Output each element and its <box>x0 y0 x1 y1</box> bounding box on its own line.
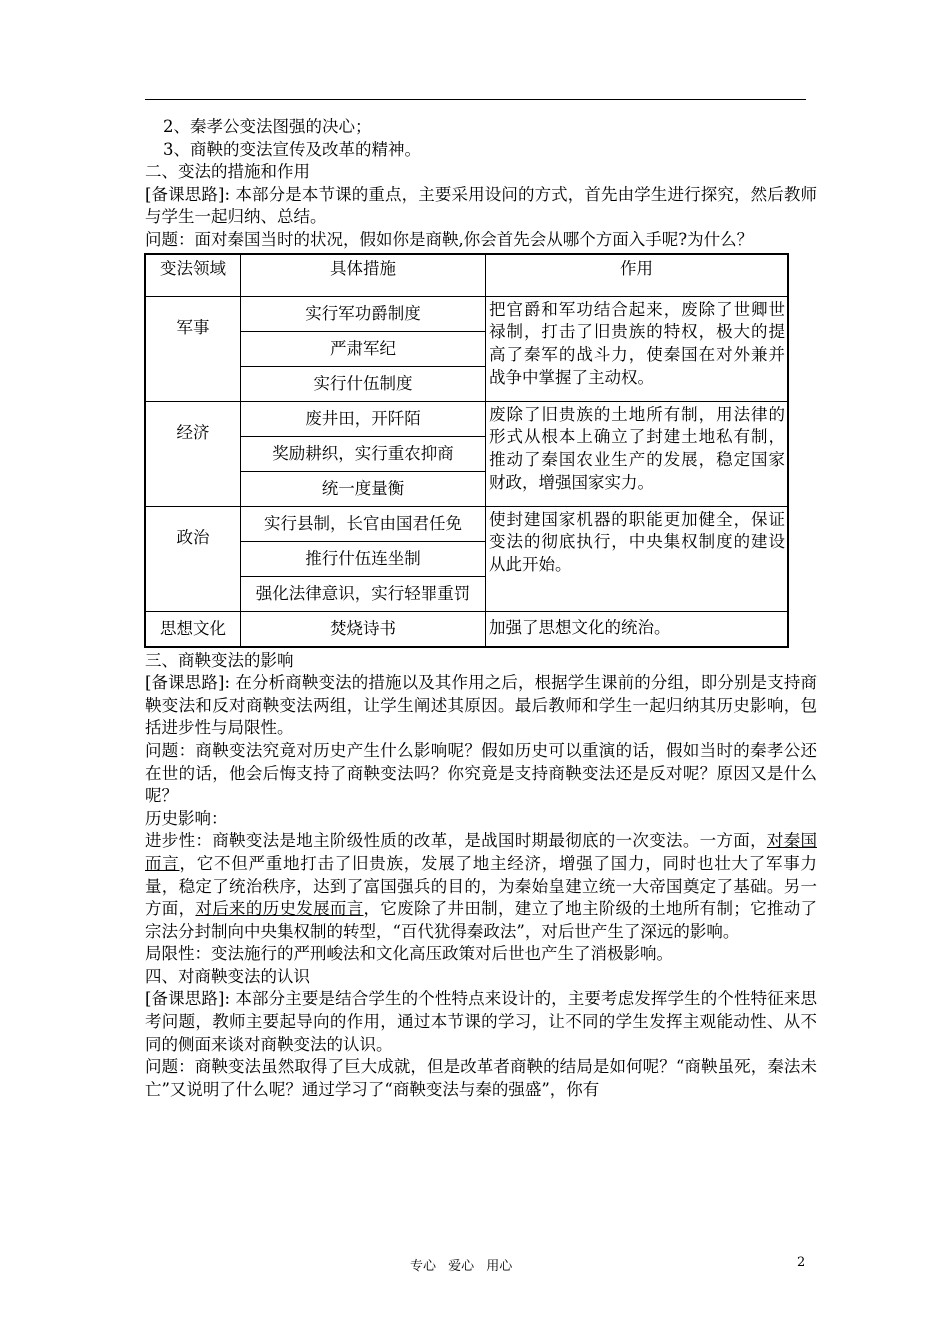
header-measure: 具体措施 <box>241 254 486 297</box>
measure-cell: 统一度量衡 <box>241 471 486 506</box>
measure-cell: 强化法律意识，实行轻罪重罚 <box>241 576 486 611</box>
progress-text: ，它不但严重地打击了旧贵族，发展了地主经济，增强了国力，同时也壮大了军事力量，稳定了统治秩序，达到了富国强兵的目的，为秦始皇建立统一大帝国奠定了基础。另一方面， <box>145 853 817 919</box>
effect-politics: 使封建国家机器的职能更加健全，保证变法的彻底执行，中央集权制度的建设从此开始。 <box>486 506 789 611</box>
header-field: 变法领域 <box>145 254 241 297</box>
table-row <box>145 506 788 541</box>
question-2: 问题：面对秦国当时的状况，假如你是商鞅,你会首先会从哪个方面入手呢?为什么？ <box>145 229 754 249</box>
table-header-row <box>145 254 788 297</box>
prep-idea-2: [备课思路]: 本部分是本节课的重点，主要采用设问的方式，首先由学生进行探究，然后教师与学生一起归纳、总结。 <box>145 184 817 227</box>
effect-military: 把官爵和军功结合起来，废除了世卿世禄制，打击了旧贵族的特权，极大的提高了秦军的战斗力，使秦国在对外兼并战争中掌握了主动权。 <box>486 296 789 401</box>
section-heading-2: 二、变法的措施和作用 <box>145 162 310 182</box>
question-3: 问题：商鞅变法究竟对历史产生什么影响呢？假如历史可以重演的话，假如当时的秦孝公还在世的话，他会后悔支持了商鞅变法吗？你究竟是支持商鞅变法还是反对呢？原因又是什么呢？ <box>145 740 817 806</box>
measure-cell: 实行什伍制度 <box>241 366 486 401</box>
table-row <box>145 401 788 436</box>
measure-cell: 实行县制，长官由国君任免 <box>241 506 486 541</box>
progress-paragraph <box>145 830 817 943</box>
header-rule <box>145 99 806 100</box>
effect-economy: 废除了旧贵族的土地所有制，用法律的形式从根本上确立了封建土地私有制，推动了秦国农业生产的发展，稳定国家财政，增强国家实力。 <box>486 401 789 506</box>
measure-cell: 严肃军纪 <box>241 331 486 366</box>
prep-idea-3: [备课思路]: 在分析商鞅变法的措施以及其作用之后，根据学生课前的分组，即分别是支持商鞅变法和反对商鞅变法两组，让学生阐述其原因。最后教师和学生一起归纳其历史影响，包括进步性与局限性。 <box>145 673 817 738</box>
underlined-phrase: 对后来的历史发展而言 <box>195 899 364 919</box>
table-row <box>145 296 788 331</box>
page-number: 2 <box>797 1255 806 1270</box>
impact-label: 历史影响： <box>145 808 228 828</box>
underlined-phrase: 对秦国而言 <box>145 831 818 873</box>
effect-culture: 加强了思想文化的统治。 <box>486 611 789 647</box>
limitation-paragraph: 局限性：变法施行的严刑峻法和文化高压政策对后世也产生了消极影响。 <box>145 944 673 964</box>
footer-motto: 专心 爱心 用心 <box>410 1259 513 1274</box>
list-item-3: 3、商鞅的变法宣传及改革的精神。 <box>163 139 421 159</box>
question-4: 问题：商鞅变法虽然取得了巨大成就，但是改革者商鞅的结局是如何呢？“商鞅虽死，秦法未亡”又说明了什么呢？通过学习了“商鞅变法与秦的强盛”，你有 <box>145 1057 817 1099</box>
field-culture: 思想文化 <box>145 611 241 647</box>
progress-text: 进步性：商鞅变法是地主阶级性质的改革，是战国时期最彻底的一次变法。一方面， <box>145 831 767 851</box>
field-economy: 经济 <box>145 401 241 506</box>
field-military: 军事 <box>145 296 241 401</box>
section-heading-4: 四、对商鞅变法的认识 <box>145 966 310 986</box>
measure-cell: 废井田，开阡陌 <box>241 401 486 436</box>
list-item-2: 2、秦孝公变法图强的决心； <box>163 117 372 136</box>
progress-text: ，它废除了井田制，建立了地主阶级的土地所有制；它推动了宗法分封制向中央集权制的转型，“百代犹得秦政法”，对后世产生了深远的影响。 <box>145 899 818 941</box>
header-effect: 作用 <box>486 254 789 297</box>
section-heading-3: 三、商鞅变法的影响 <box>145 650 294 670</box>
page-body <box>145 116 817 1101</box>
measure-cell: 焚烧诗书 <box>241 611 486 647</box>
reform-table <box>144 253 789 648</box>
prep-idea-4: [备课思路]: 本部分主要是结合学生的个性特点来设计的，主要考虑发挥学生的个性特征来思考问题，教师主要起导向的作用，通过本节课的学习，让不同的学生发挥主观能动性、从不同的侧面来谈对商鞅变法的认识。 <box>145 989 817 1054</box>
measure-cell: 实行军功爵制度 <box>241 296 486 331</box>
measure-cell: 推行什伍连坐制 <box>241 541 486 576</box>
field-politics: 政治 <box>145 506 241 611</box>
table-row <box>145 611 788 647</box>
measure-cell: 奖励耕织，实行重农抑商 <box>241 436 486 471</box>
